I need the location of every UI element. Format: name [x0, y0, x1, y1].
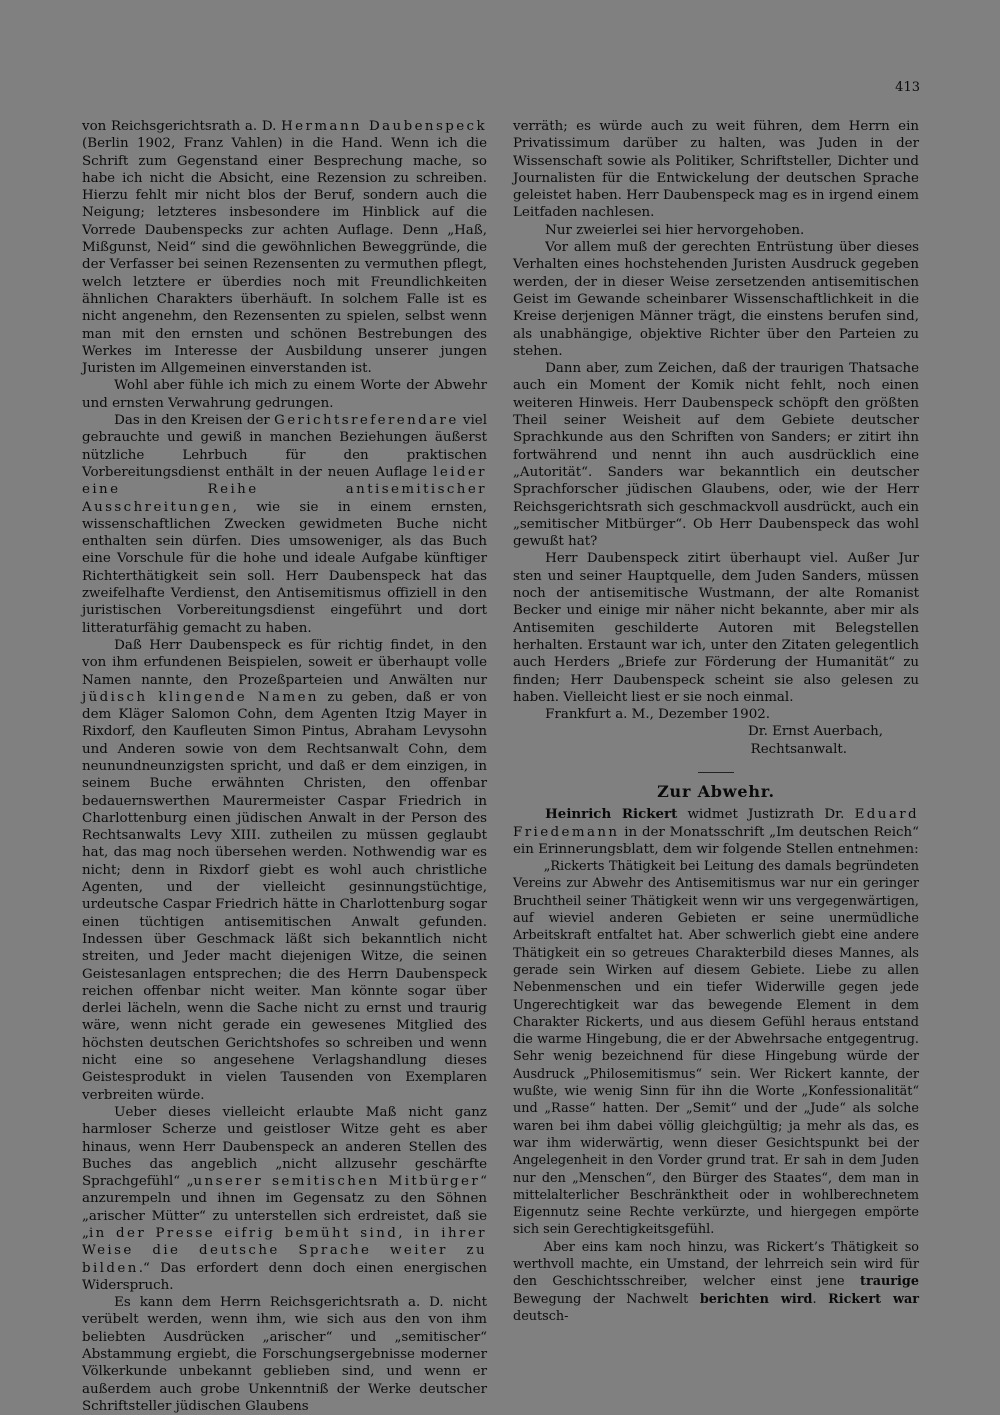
spaced-emphasis: in der Presse eifrig bemüht sind, in ihrer Weise die deutsche Sprache weiter zu bilden — [82, 1226, 487, 1276]
text-run: Ueber dieses vielleicht erlaubte Maß nicht ganz harmloser Scherze und geistloser Witze geht es aber hinaus, wenn Herr Daubenspeck an anderen Stellen des Buches das angeblich „nicht allzusehr geschärfte Sprachgefühl“ „ — [82, 1104, 487, 1190]
text-run: , wie sie in einem ernsten, wissenschaftlichen Zwecken gewidmeten Buche nicht enthalten sein dürfen. Dies umsoweniger, als das Buch eine Vorschule für die hohe und ideale Aufgabe künftiger Richterthätigkeit sein soll. Herr Daubenspeck hat das zweifelhafte Verdienst, den Antisemitismus offiziell in den juristischen Vorbereitungsdienst eingeführt und dort litteraturfähig gemacht zu haben. — [82, 499, 487, 636]
text-run: . — [812, 1291, 829, 1307]
spaced-emphasis: unserer semitischen Mitbürger — [193, 1174, 481, 1190]
spaced-emphasis: Eduard Friedemann — [513, 807, 920, 840]
paragraph — [82, 1104, 487, 1294]
bold-emphasis: traurige — [860, 1274, 919, 1290]
text-run: widmet Justizrath Dr. — [677, 807, 855, 823]
text-run: von Reichsgerichtsrath a. D. — [82, 119, 282, 134]
paragraph — [513, 858, 919, 1239]
text-run: verräth; es würde auch zu weit führen, dem Herrn ein Privatissimum darüber zu halten, was Juden in der Wissenschaft sowie als Politiker, Schriftsteller, Dichter und Journalisten für die Entwickelung der deutschen Sprache geleistet haben. Herr Daubenspeck mag es in irgend einem Leitfaden nachlesen. — [513, 119, 919, 221]
text-run: in der Monatsschrift „Im deutschen Reich“ ein Erinnerungsblatt, dem wir folgende Stellen entnehmen: — [513, 824, 919, 857]
paragraph — [82, 637, 487, 1104]
bold-emphasis: berichten wird — [699, 1291, 813, 1307]
text-run: Nur zweierlei sei hier hervorgehoben. — [545, 222, 805, 238]
right-column — [513, 118, 919, 1325]
text-run: (Berlin 1902, Franz Vahlen) in die Hand. Wenn ich die Schrift zum Gegenstand einer Besprechung mache, so habe ich nicht die Absicht, eine Rezension zu schreiben. Hierzu fehlt mir nicht blos der Beruf, sondern auch die Neigung; letzteres insbesondere im Hinblick auf die Vorrede Daubenspecks zur achten Auflage. Denn „Haß, Mißgunst, Neid“ sind die gewöhnlichen Beweggründe, die der Verfasser bei seinen Rezensenten zu vermuthen pflegt, welch letztere er überdies noch mit Freundlichkeiten ähnlichen Charakters überhäuft. In solchem Falle ist es nicht angenehm, den Rezensenten zu spielen, selbst wenn man mit den ernsten und schönen Bestrebungen des Werkes im Interesse der Ausbildung unserer jungen Juristen im Allgemeinen einverstanden ist. — [82, 136, 487, 377]
text-run: Es kann dem Herrn Reichsgerichtsrath a. D. nicht verübelt werden, wenn ihm, wie sich aus den von ihm beliebten Ausdrücken „arischer“ und „semitischer“ Abstammung ergiebt, die Forschungsergebnisse moderner Völkerkunde unbekannt geblieben sind, und wenn er außerdem auch grobe Unkenntniß der Werke deutscher Schriftsteller jüdischen Glaubens — [82, 1295, 487, 1414]
spaced-emphasis: leider eine Reihe antisemitischer Ausschreitungen — [82, 464, 487, 515]
section-heading: Zur Abwehr. — [657, 781, 775, 801]
text-run: viel gebrauchte und gewiß in manchen Beziehungen äußerst nützliche Lehrbuch für den praktischen Vorbereitungsdienst enthält in der neuen Auflage — [82, 413, 487, 480]
paragraph — [513, 806, 919, 858]
article-continuation — [513, 118, 919, 706]
text-run: Aber eins kam noch hinzu, was Rickert’s Thätigkeit so werthvoll machte, ein Umstand, der lehrreich sein wird für den Geschichtsschreiber, welcher einst jene — [513, 1239, 919, 1290]
text-run: “ anzurempeln und ihnen im Gegensatz zu den Söhnen „arischer Mütter“ zu unterstellen sich erdreistet, daß sie „ — [82, 1174, 488, 1241]
text-run: zu geben, daß er von dem Kläger Salomon Cohn, dem Agenten Itzig Mayer in Rixdorf, den Kaufleuten Simon Pintus, Abraham Levysohn und Anderen sowie von dem Rechtsanwalt Cohn, dem neunundneunzigsten spricht, und daß er dem einzigen, in seinem Buche erwähnten Christen, den offenbar bedauernswerthen Maurermeister Caspar Friedrich in Charlottenburg einen jüdischen Anwalt in der Person des Rechtsanwalts Levy XIII. zutheilen zu müssen geglaubt hat, das mag noch übersehen werden. Nothwendig war es nicht; denn in Rixdorf giebt es wohl auch christliche Agenten, und der vielleicht gesinnungstüchtige, urdeutsche Caspar Friedrich hätte in Charlottenburg sogar einen tüchtigen antisemitischen Anwalt gefunden. Indessen über Geschmack läßt sich bekanntlich nicht streiten, und Jeder macht diejenigen Witze, die seinen Geistesanlagen entsprechen; die des Herrn Daubenspeck reichen offenbar nicht weiter. Man könnte sogar über derlei lächeln, wenn die Sache nicht zu ernst und traurig wäre, wenn nicht gerade ein gewesenes Mitglied des höchsten deutschen Gerichtshofes so schreiben und wenn nicht eine so angesehene Verlagshandlung dieses Geistesprodukt in vielen Tausenden von Exemplaren verbreiten würde. — [82, 689, 487, 1103]
text-run: Dann aber, zum Zeichen, daß der traurigen Thatsache auch ein Moment der Komik nicht fehlt, noch einen weiteren Hinweis. Herr Daubenspeck schöpft den größten Theil seiner Weisheit auf dem Gebiete deutscher Sprachkunde aus den Schriften von Sanders; er zitirt ihn fortwährend und nennt ihn auch ausdrücklich eine „Autorität“. Sanders war bekanntlich ein deutscher Sprachforscher jüdischen Glaubens, oder, wie der Herr Reichsgerichtsrath sich geschmackvoll ausdrückt, auch ein „semitischer Mitbürger“. Ob Herr Daubenspeck das wohl gewußt hat? — [513, 361, 919, 550]
text-run: „Rickerts Thätigkeit bei Leitung des damals begründeten Vereins zur Abwehr des Antisemitismus war nur ein geringer Bruchtheil seiner Thätigkeit wenn wir uns vergegenwärtigen, auf wieviel anderen Gebieten er seine unermüdliche Arbeitskraft entfaltet hat. Aber schwerlich giebt eine andere Thätigkeit ein so getreues Charakterbild dieses Mannes, als gerade sein Wirken auf diesem Gebiete. Liebe zu allen Nebenmenschen und ein tiefer Widerwille gegen jede Ungerechtigkeit war das bewegende Element in dem Charakter Rickerts, und aus diesem Gefühl heraus entstand die warme Hingebung, die er der Abwehrsache entgegentrug. Sehr wenig bezeichnend für diese Hingebung würde der Ausdruck „Philosemitismus“ sein. Wer Rickert kannte, der wußte, wie wenig Sinn für ihn die Worte „Konfessionalität“ und „Rasse“ hatten. Der „Semit“ und der „Jude“ als solche waren bei ihm dabei völlig gleichgültig; ja mehr als das, es war ihm widerwärtig, wenn dieser Gesichtspunkt bei der Angelegenheit in den Vorder grund trat. Er sah in dem Juden nur den „Menschen“, den Bürger des Staates“, dem man in mittelalterlicher Beschränktheit oder in wohlberechnetem Eigennutz seine Rechte verkürzte, und hiergegen empörte sich sein Gerechtigkeitsgefühl. — [513, 859, 919, 1238]
paragraph — [82, 118, 487, 377]
left-column — [82, 118, 487, 1415]
paragraph — [82, 377, 487, 412]
text-run: deutsch- — [513, 1308, 569, 1324]
paragraph — [82, 412, 487, 637]
text-run: .“ Das erfordert denn doch einen energischen Widerspruch. — [82, 1260, 487, 1293]
spaced-emphasis: Hermann Daubenspeck — [281, 119, 487, 134]
spaced-emphasis: Gerichtsreferendare — [274, 413, 459, 429]
text-run: Daß Herr Daubenspeck es für richtig findet, in den von ihm erfundenen Beispielen, soweit er überhaupt volle Namen nannte, den Prozeßparteien und Anwälten nur — [82, 637, 487, 688]
paragraph — [513, 118, 919, 222]
text-run: Bewegung der Nachwelt — [513, 1291, 700, 1307]
page-number: 413 — [895, 80, 920, 95]
paragraph — [513, 1239, 919, 1325]
paragraph — [513, 222, 919, 239]
text-run: Wohl aber fühle ich mich zu einem Worte der Abwehr und ernsten Verwahrung gedrungen. — [82, 378, 487, 411]
bold-emphasis: Heinrich Rickert — [545, 806, 678, 823]
text-run: Vor allem muß der gerechten Entrüstung über dieses Verhalten eines hochstehenden Juristen Ausdruck gegeben werden, der in dieser Weise zersetzenden antisemitischen Geist im Gewande scheinbarer Wissenschaftlichkeit in die Kreise derjenigen Männer trägt, die einstens berufen sind, als unabhängige, objektive Richter über den Parteien zu stehen. — [513, 240, 919, 359]
paragraph — [513, 550, 919, 706]
author-title: Rechtsanwalt. — [750, 741, 847, 757]
paragraph — [82, 1294, 487, 1415]
spaced-emphasis: jüdisch klingende Namen — [82, 689, 319, 705]
bold-emphasis: Rickert war — [828, 1291, 920, 1307]
paragraph — [513, 239, 919, 360]
place-date-line: Frankfurt a. M., Dezember 1902. — [545, 707, 770, 723]
author-signature: Dr. Ernst Auerbach, — [747, 724, 883, 740]
paragraph — [513, 360, 919, 550]
section-body — [513, 806, 919, 1325]
section-divider — [698, 772, 734, 773]
text-run: Herr Daubenspeck zitirt überhaupt viel. Außer Jur sten und seiner Hauptquelle, dem Juden Sanders, müssen noch der antisemitische Wustmann, der alte Romanist Becker und einige mir näher nicht bekannte, aber mir als Antisemiten geschilderte Autoren mit Belegstellen herhalten. Erstaunt war ich, unter den Zitaten gelegentlich auch Herders „Briefe zur Förderung der Humanität“ zu finden; Herr Daubenspeck scheint sie also gelesen zu haben. Vielleicht liest er sie noch einmal. — [513, 551, 919, 705]
text-run: Das in den Kreisen der — [114, 413, 275, 429]
